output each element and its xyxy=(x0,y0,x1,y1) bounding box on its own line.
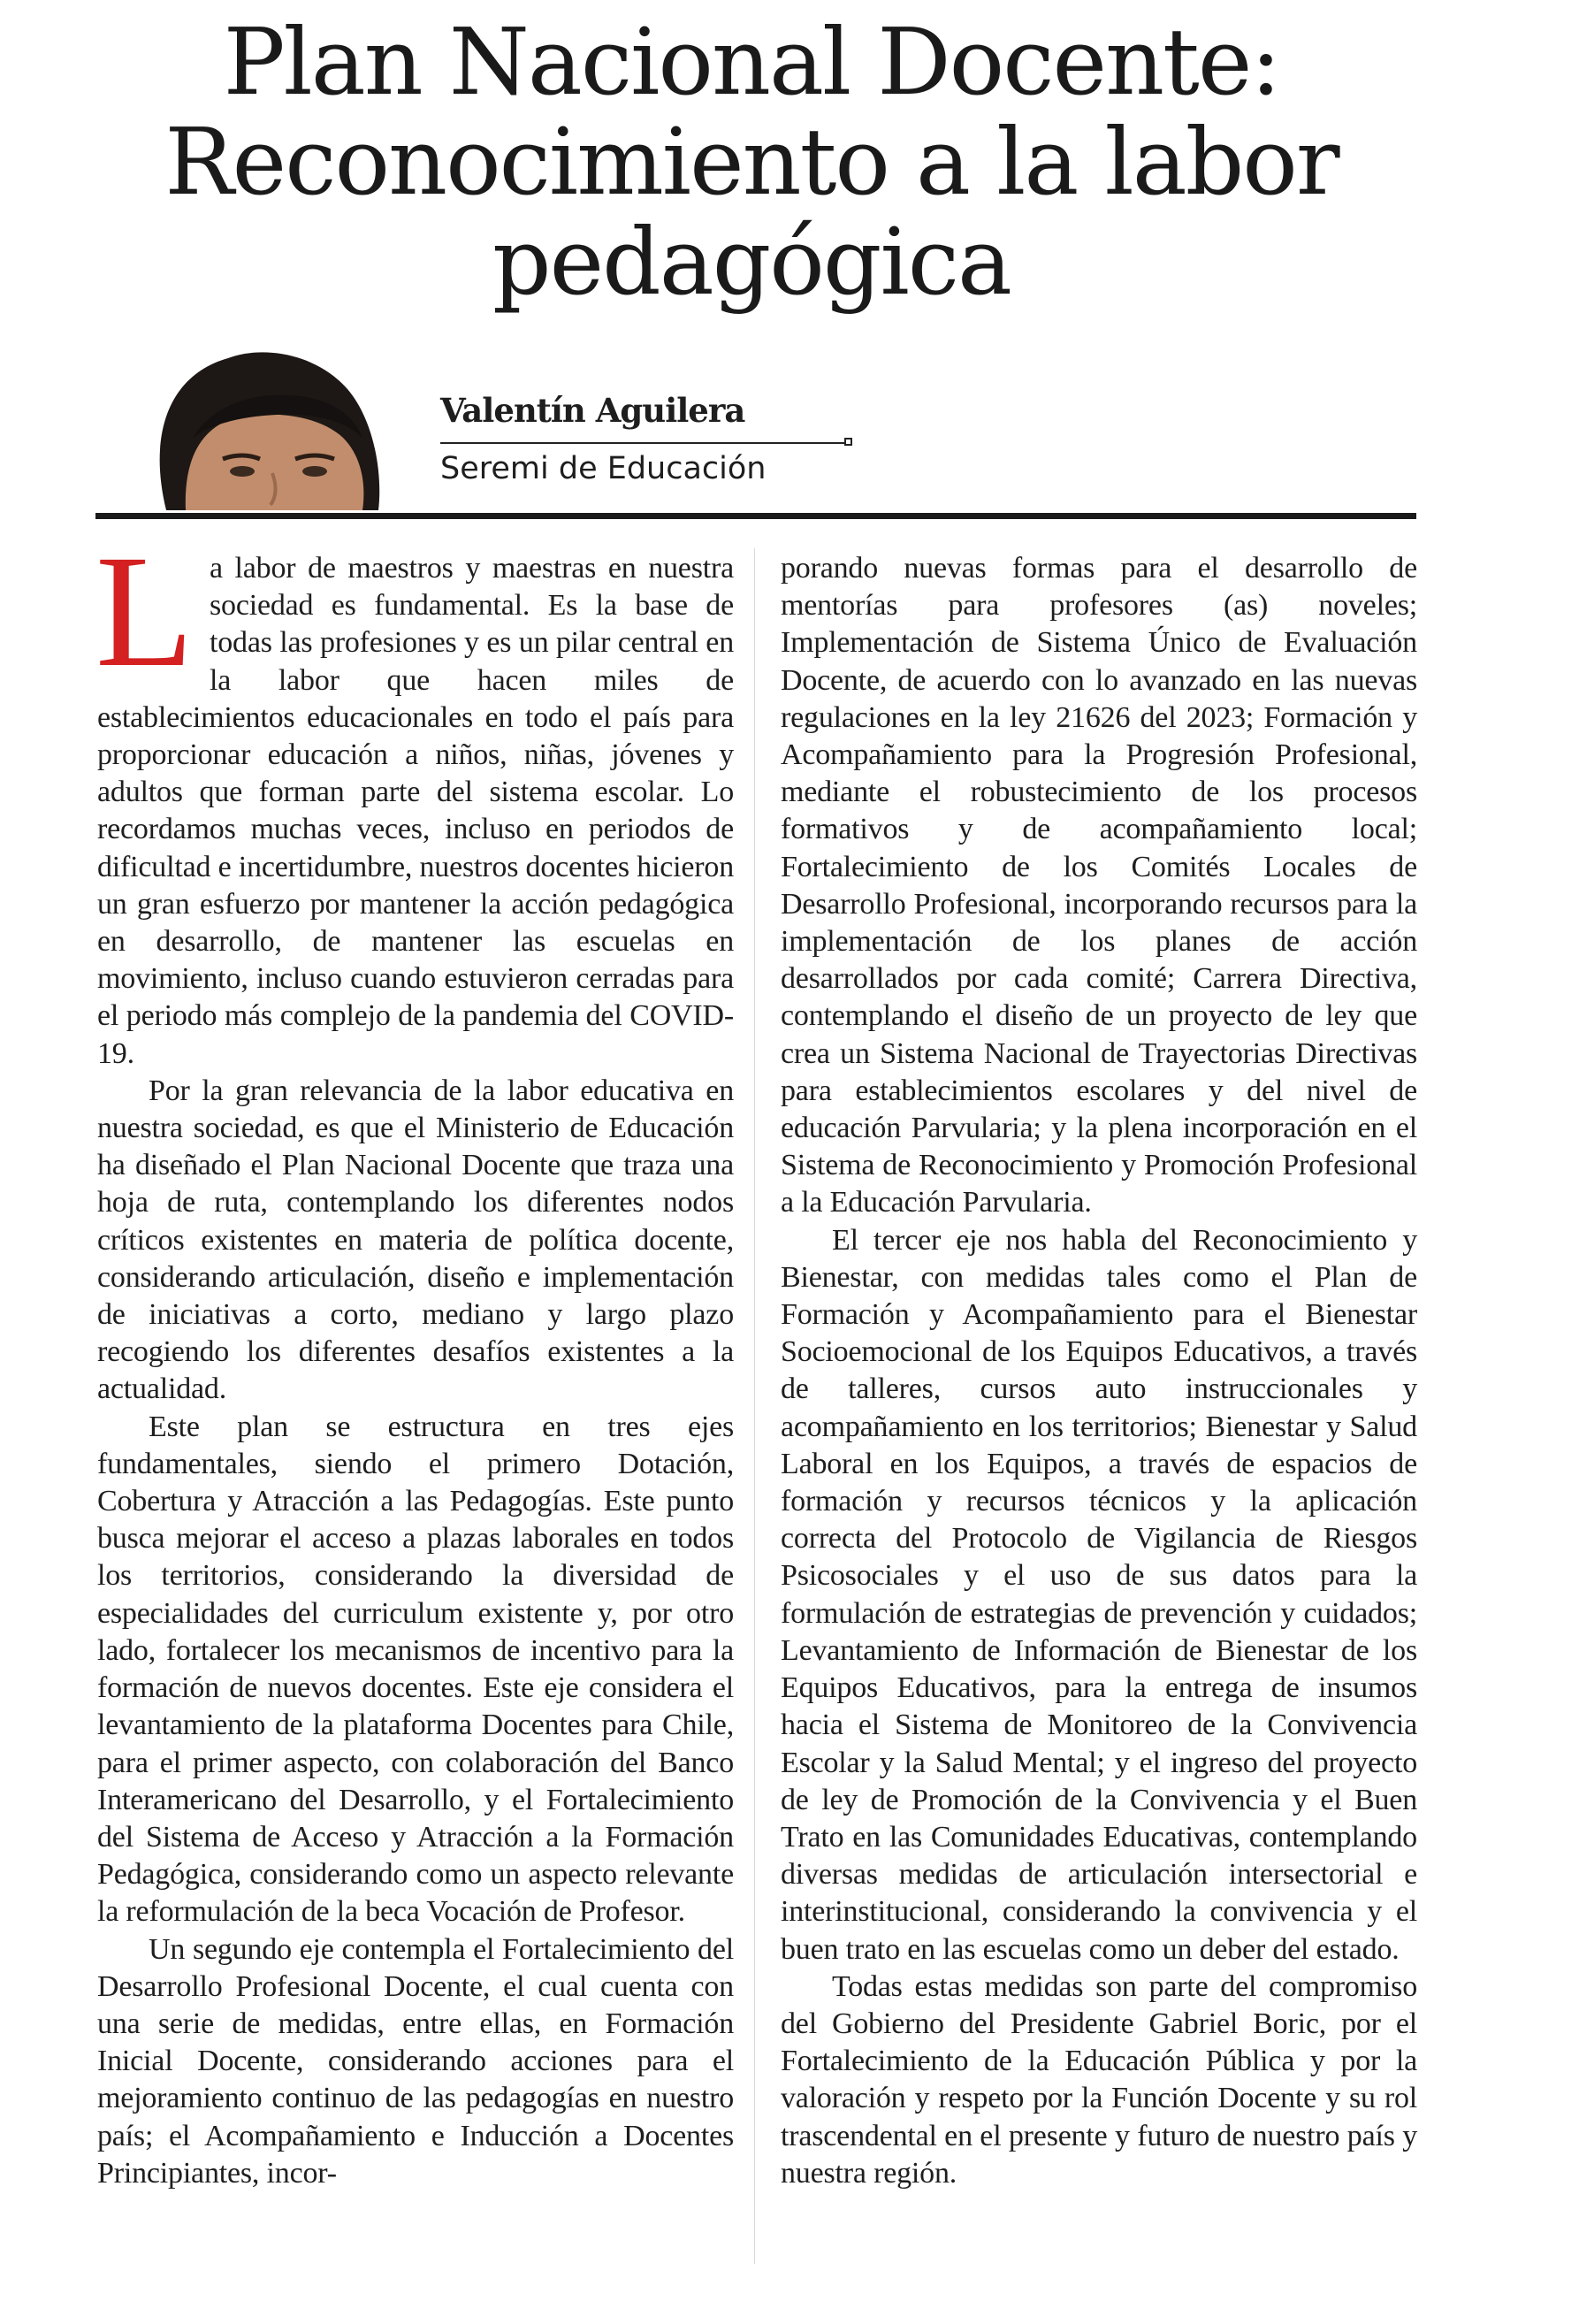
paragraph-text: a labor de maestros y maestras en nuestra sociedad es fundamental. Es la base de todas las profesiones y es un pilar central en la labor que hacen miles de establecimientos educacionales en todo el país para proporcionar educación a niños, niñas, jóvenes y adultos que forman parte del sistema escolar. Lo recordamos muchas veces, incluso en periodos de dificultad e incertidumbre, nuestros docentes hicieron un gran esfuerzo por mantener la acción pedagógica en desarrollo, de mantener las escuelas en movimiento, incluso cuando estuvieron cerradas para el periodo más complejo de la pandemia del COVID-19. xyxy=(97,552,734,1070)
article-column-right xyxy=(781,550,1417,2192)
paragraph: Por la gran relevancia de la labor educativa en nuestra sociedad, es que el Ministerio de Educación ha diseñado el Plan Nacional Docente que traza una hoja de ruta, contemplando los diferentes nodos críticos existentes en materia de política docente, considerando articulación, diseño e implementación de iniciativas a corto, mediano y largo plazo recogiendo los diferentes desafíos existentes a la actualidad. xyxy=(97,1074,734,1406)
article-headline xyxy=(88,8,1415,316)
author-name: Valentín Aguilera xyxy=(440,391,745,430)
drop-cap: L xyxy=(95,523,194,700)
author-divider xyxy=(440,442,847,444)
paragraph: El tercer eje nos habla del Reconocimiento y Bienestar, con medidas tales como el Plan de Formación y Acompañamiento para el Bienestar Socioemocional de los Equipos Educativos, a través de talleres, cursos auto instruccionales y acompañamiento en los territorios; Bienestar y Salud Laboral en los Equipos, a través de espacios de formación y recursos técnicos y la aplicación correcta del Protocolo de Vigilancia de Riesgos Psicosociales y el uso de sus datos para la formulación de estrategias de prevención y cuidados; Levantamiento de Información de Bienestar de los Equipos Educativos, para la entrega de insumos hacia el Sistema de Monitoreo de la Convivencia Escolar y la Salud Mental; y el ingreso del proyecto de ley de Promoción de la Convivencia y el Buen Trato en las Comunidades Educativas, contemplando diversas medidas de articulación intersectorial e interinstitucional, considerando la convivencia y el buen trato en las escuelas como un deber del estado. xyxy=(781,1223,1417,1966)
headline-line-2: Reconocimiento a la labor xyxy=(164,108,1339,216)
headline-line-1: Plan Nacional Docente: xyxy=(223,8,1280,116)
author-role: Seremi de Educación xyxy=(440,451,767,486)
paragraph: Todas estas medidas son parte del compromiso del Gobierno del Presidente Gabriel Boric, por el Fortalecimiento de la Educación Pública y por la valoración y respeto por la Función Docente y su rol trascendental en el presente y futuro de nuestro país y nuestra región. xyxy=(781,1969,1417,2190)
paragraph xyxy=(95,523,734,1073)
column-divider xyxy=(754,548,755,2264)
paragraph: Un segundo eje contempla el Fortalecimiento del Desarrollo Profesional Docente, el cual cuenta con una serie de medidas, entre ellas, en Formación Inicial Docente, considerando acciones para el mejoramiento continuo de las pedagogías en nuestro país; el Acompañamiento e Inducción a Docentes Principiantes, incor- xyxy=(97,1932,734,2190)
paragraph: porando nuevas formas para el desarrollo de mentorías para profesores (as) noveles; Implementación de Sistema Único de Evaluación Docente, de acuerdo con lo avanzado en las nuevas regulaciones en la ley 21626 del 2023; Formación y Acompañamiento para la Progresión Profesional, mediante el robustecimiento de los procesos formativos y de acompañamiento local; Fortalecimiento de los Comités Locales de Desarrollo Profesional, incorporando recursos para la implementación de los planes de acción desarrollados por cada comité; Carrera Directiva, contemplando el diseño de un proyecto de ley que crea un Sistema Nacional de Trayectorias Directivas para establecimientos escolares y del nivel de educación Parvularia; y la plena incorporación en el Sistema de Reconocimiento y Promoción Profesional a la Educación Parvularia. xyxy=(781,552,1417,1219)
paragraph: Este plan se estructura en tres ejes fundamentales, siendo el primero Dotación, Cobertura y Atracción a las Pedagogías. Este punto busca mejorar el acceso a plazas laborales en todos los territorios, considerando la diversidad de especialidades del curriculum existente y, por otro lado, fortalecer los mecanismos de incentivo para la formación de nuevos docentes. Este eje considera el levantamiento de la plataforma Docentes para Chile, para el primer aspecto, con colaboración del Banco Interamericano del Desarrollo, y el Fortalecimiento del Sistema de Acceso y Atracción a la Formación Pedagógica, considerando como un aspecto relevante la reformulación de la beca Vocación de Profesor. xyxy=(97,1410,734,1929)
header-rule xyxy=(95,513,1416,519)
author-portrait xyxy=(131,305,396,510)
article-column-left xyxy=(95,523,734,2192)
author-divider-end xyxy=(844,438,852,446)
headline-line-3: pedagógica xyxy=(492,208,1011,316)
